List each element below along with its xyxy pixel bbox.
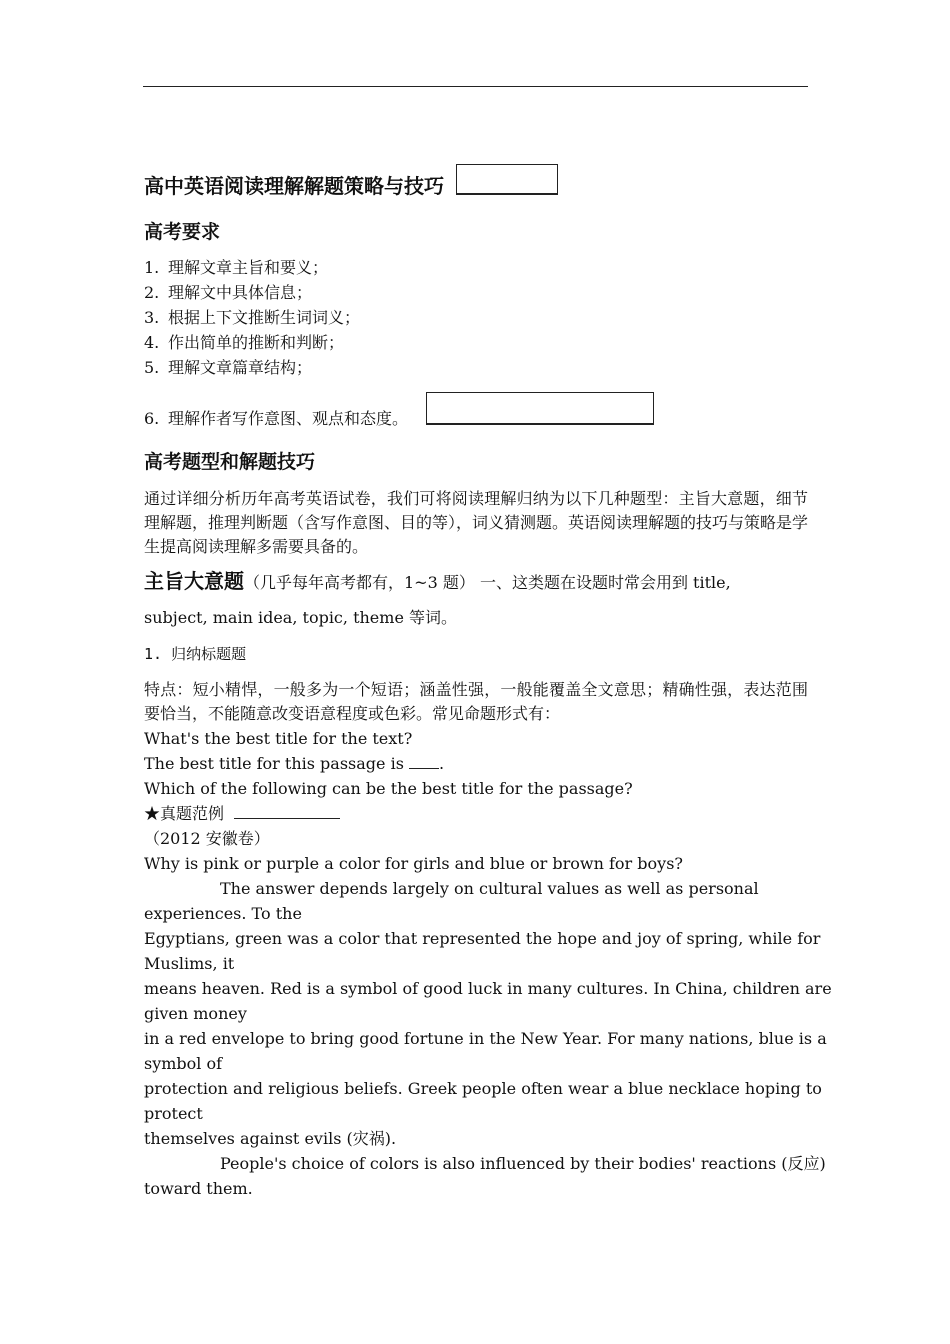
example-source: （2012 安徽卷） — [144, 829, 270, 848]
main-idea-label: 主旨大意题 — [144, 569, 244, 593]
features-paragraph: 特点：短小精悍，一般多为一个短语；涵盖性强，一般能覆盖全文意思；精确性强，表达范围要恰当，不能随意改变语意程度或色彩。常见命题形式有： — [144, 680, 808, 723]
passage-line: experiences. To the — [144, 904, 302, 923]
question-line: The best title for this passage is . — [144, 754, 445, 773]
example-label-line: ★真题范例 — [144, 801, 808, 826]
passage-line: themselves against evils (灾祸). — [144, 1129, 397, 1148]
header-rule — [143, 86, 808, 87]
passage — [144, 851, 832, 1201]
main-idea-line: 主旨大意题（几乎每年高考都有，1~3 题） 一、这类题在设题时常会用到 title, — [144, 569, 731, 593]
passage-line: People's choice of colors is also influenced by their bodies' reactions (反应) — [220, 1154, 826, 1173]
list-item: 3. 根据上下文推断生词词义； — [144, 308, 361, 327]
main-idea-keywords: subject, main idea, topic, theme 等词。 — [144, 608, 457, 627]
passage-line: symbol of — [144, 1054, 223, 1073]
passage-line: given money — [144, 1004, 247, 1023]
list-item: 5. 理解文章篇章结构； — [144, 358, 313, 377]
answer-box — [426, 392, 654, 425]
list-item: 6. 理解作者写作意图、观点和态度。 — [144, 398, 808, 431]
section-heading-requirements: 高考要求 — [144, 221, 221, 243]
passage-line: toward them. — [144, 1179, 253, 1198]
title-text: 高中英语阅读理解解题策略与技巧 — [144, 173, 444, 198]
passage-line: The answer depends largely on cultural values as well as personal — [220, 879, 759, 898]
section-heading-question-types: 高考题型和解题技巧 — [144, 451, 316, 473]
list-item: 4. 作出简单的推断和判断； — [144, 333, 345, 352]
passage-line: Egyptians, green was a color that represented the hope and joy of spring, while for — [144, 929, 821, 948]
passage-line: means heaven. Red is a symbol of good luck in many cultures. In China, children are — [144, 979, 832, 998]
intro-paragraph: 通过详细分析历年高考英语试卷，我们可将阅读理解归纳为以下几种题型：主旨大意题，细节理解题，推理判断题（含写作意图、目的等），词义猜测题。英语阅读理解题的技巧与策略是学生提高阅读理解多需要具备的。 — [144, 489, 809, 556]
title-answer-box — [456, 164, 558, 195]
passage-line: protect — [144, 1104, 203, 1123]
question-line: Which of the following can be the best title for the passage? — [144, 779, 633, 798]
passage-line: Why is pink or purple a color for girls and blue or brown for boys? — [144, 854, 683, 873]
list-item: 2. 理解文中具体信息； — [144, 283, 313, 302]
sub-heading-title-questions: 1. 归纳标题题 — [144, 645, 247, 663]
document-title — [144, 170, 808, 201]
document-content — [144, 170, 832, 1201]
passage-line: protection and religious beliefs. Greek people often wear a blue necklace hoping to — [144, 1079, 822, 1098]
answer-blank — [409, 754, 439, 769]
passage-line: Muslims, it — [144, 954, 235, 973]
requirements-list — [144, 255, 808, 431]
passage-line: in a red envelope to bring good fortune in the New Year. For many nations, blue is a — [144, 1029, 827, 1048]
example-underline — [234, 810, 340, 819]
list-item: 1. 理解文章主旨和要义； — [144, 258, 329, 277]
question-line: What's the best title for the text? — [144, 729, 413, 748]
